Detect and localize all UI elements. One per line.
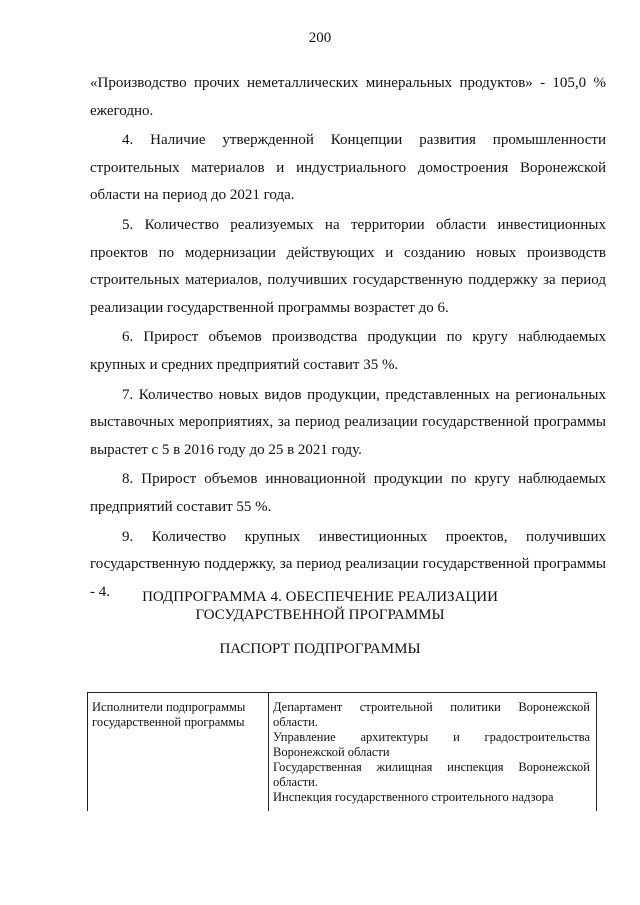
passport-executors-cell: [269, 693, 596, 811]
executor-item: Инспекция государственного строительного надзора: [273, 790, 554, 804]
paragraph-item-5: 5. Количество реализуемых на территории области инвестиционных проектов по модернизации действующих и созданию новых производств строительных материалов, получивших государственную поддержку за период реализации государственной программы возрастет до 6.: [90, 216, 606, 316]
passport-table: [87, 692, 597, 811]
page-number: 200: [308, 30, 332, 46]
subprogram-heading: [0, 588, 640, 624]
subprogram-heading-line1: ПОДПРОГРАММА 4. ОБЕСПЕЧЕНИЕ РЕАЛИЗАЦИИ: [142, 589, 498, 605]
executor-item: Департамент строительной политики Воронежской области.: [273, 700, 590, 729]
paragraph-item-8: 8. Прирост объемов инновационной продукции по кругу наблюдаемых предприятий составит 55 %.: [90, 471, 606, 515]
paragraph-continuation: «Производство прочих неметаллических минеральных продуктов» - 105,0 % ежегодно.: [90, 75, 606, 119]
passport-title: ПАСПОРТ ПОДПРОГРАММЫ: [219, 641, 421, 657]
document-body: [90, 70, 606, 608]
subprogram-heading-line2: ГОСУДАРСТВЕННОЙ ПРОГРАММЫ: [195, 607, 445, 623]
passport-row-label: Исполнители подпрограммы государственной программы: [88, 693, 269, 811]
paragraph-item-6: 6. Прирост объемов производства продукции по кругу наблюдаемых крупных и средних предприятий составит 35 %.: [90, 329, 606, 373]
paragraph-item-7: 7. Количество новых видов продукции, представленных на региональных выставочных мероприятиях, за период реализации государственной программы вырастет с 5 в 2016 году до 25 в 2021 году.: [90, 386, 606, 458]
executor-item: Управление архитектуры и градостроительства Воронежской области: [273, 730, 590, 759]
paragraph-item-4: 4. Наличие утвержденной Концепции развития промышленности строительных материалов и индустриального домостроения Воронежской области на период до 2021 года.: [90, 132, 606, 204]
executor-item: Государственная жилищная инспекция Воронежской области.: [273, 760, 590, 789]
paragraph-item-9: 9. Количество крупных инвестиционных проектов, получивших государственную поддержку, за период реализации государственной программы - 4.: [90, 528, 606, 600]
